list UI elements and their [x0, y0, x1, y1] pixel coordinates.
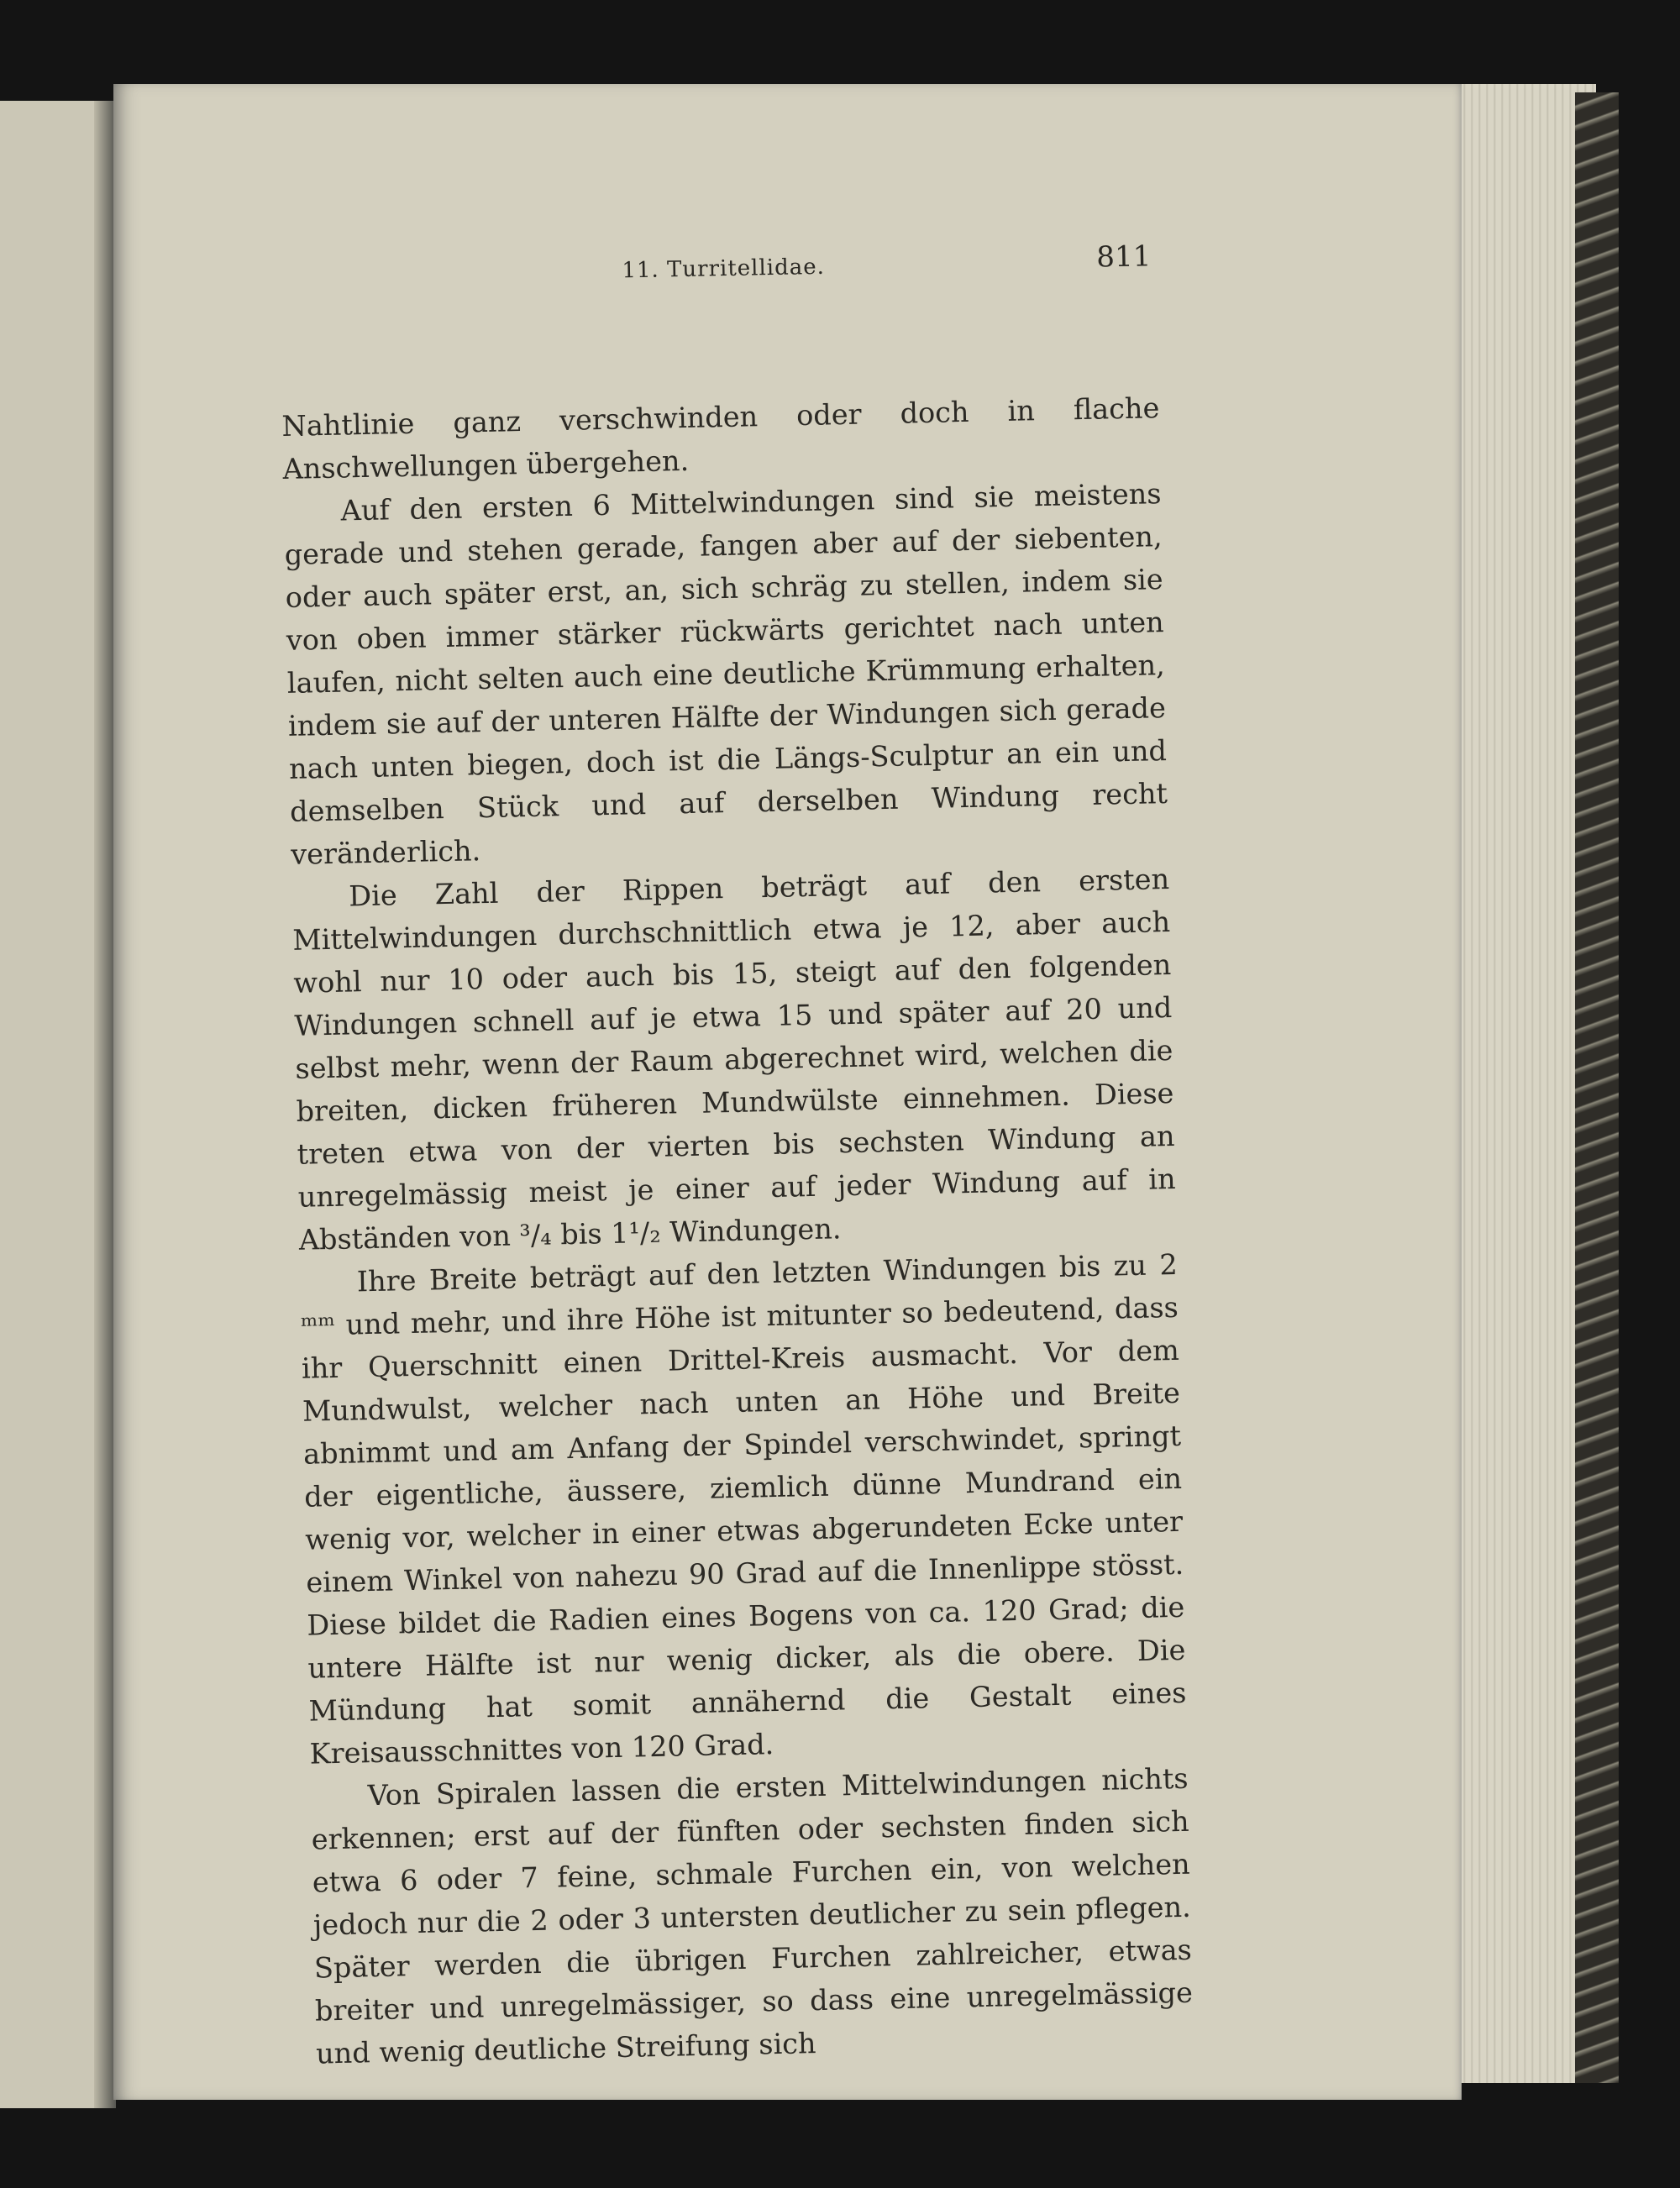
paragraph: Nahtlinie ganz verschwinden oder doch in flache Anschwellungen übergehen. — [281, 391, 1160, 485]
paragraph: Von Spiralen lassen die ersten Mittelwindungen nichts erkennen; erst auf der fünften oder sechsten finden sich etwa 6 oder 7 feine, schmale Furchen ein, von welchen jedoch nur die 2 oder 3 untersten deutlicher zu sein pflegen. Später werden die übrigen Furchen zahlreicher, etwas breiter und unregelmässiger, so dass eine unregelmässige und wenig deutliche Streifung sich — [311, 1761, 1194, 2070]
section-title: 11. Turritellidae. — [622, 254, 826, 284]
paragraph: Auf den ersten 6 Mittelwindungen sind sie meistens gerade und stehen gerade, fangen aber auf der siebenten, oder auch später erst, an, sich schräg zu stellen, indem sie von oben immer stärker rückwärts gerichtet nach unten laufen, nicht selten auch eine deutliche Krümmung erhalten, indem sie auf der unteren Hälfte der Windungen sich gerade nach unten biegen, doch ist die Längs-Sculptur an ein und demselben Stück und auf derselben Windung recht veränderlich. — [284, 477, 1168, 871]
page-number: 811 — [1095, 239, 1152, 275]
book-cover-edge — [1575, 92, 1619, 2083]
paragraph: Ihre Breite beträgt auf den letzten Windungen bis zu 2 ᵐᵐ und mehr, und ihre Höhe ist mitunter so bedeutend, dass ihr Querschnitt einen Drittel-Kreis ausmacht. Vor dem Mundwulst, welcher nach unten an Höhe und Breite abnimmt und am Anfang der Spindel verschwindet, springt der eigentliche, äussere, ziemlich dünne Mundrand ein wenig vor, welcher in einer etwas abgerundeten Ecke unter einem Winkel von nahezu 90 Grad auf die Innenlippe stösst. Diese bildet die Radien eines Bogens von ca. 120 Grad; die untere Hälfte ist nur wenig dicker, als die obere. Die Mündung hat somit annähernd die Gestalt eines Kreisausschnittes von 120 Grad. — [300, 1247, 1187, 1771]
body-text — [281, 386, 1194, 2075]
paragraph: Die Zahl der Rippen beträgt auf den ersten Mittelwindungen durchschnittlich etwa je 12, aber auch wohl nur 10 oder auch bis 15, steigt auf den folgenden Windungen schnell auf je etwa 15 und später auf 20 und selbst mehr, wenn der Raum abgerechnet wird, welchen die breiten, dicken früheren Mundwülste einnehmen. Diese treten etwa von der vierten bis sechsten Windung an unregelmässig meist je einer auf jeder Windung auf in Abständen von ³/₄ bis 1¹/₂ Windungen. — [291, 862, 1176, 1257]
